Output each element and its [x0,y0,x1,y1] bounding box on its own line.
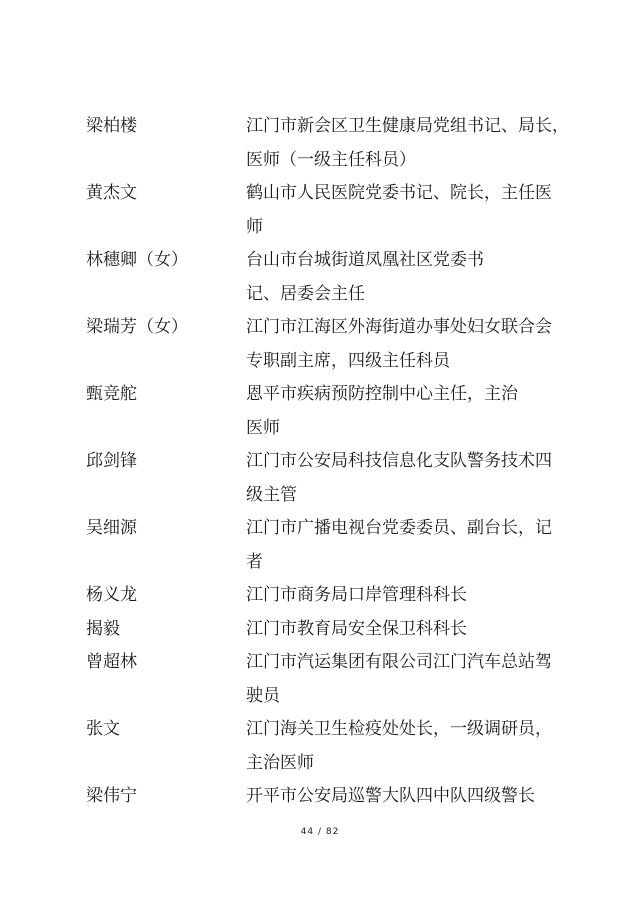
title-line: 恩平市疾病预防控制中心主任，主治 [246,384,518,404]
title-line: 医师 [246,417,280,438]
title-line: 江门市公安局科技信息化支队警务技术四 [246,451,552,471]
person-title [246,378,558,445]
person-name: 黄杰文 [86,183,137,203]
title-line: 台山市台城街道凤凰社区党委书 [246,250,484,270]
person-name: 林穗卿（女） [86,250,188,270]
title-line: 开平市公安局巡警大队四中队四级警长 [246,786,535,806]
person-title [246,512,558,579]
person-title [246,311,558,378]
title-line: 江门市广播电视台党委委员、副台长，记 [246,518,552,538]
list-item [86,646,566,713]
person-title [246,713,558,780]
title-line: 师 [246,216,263,237]
person-title [246,646,558,713]
person-title [246,244,558,311]
person-title [246,613,558,647]
list-item [86,512,566,579]
title-line: 江门市商务局口岸管理科科长 [246,585,467,605]
title-line: 驶员 [246,685,280,706]
title-line: 者 [246,551,263,572]
title-line: 江门市江海区外海街道办事处妇女联合会 [246,317,552,337]
title-line: 江门市新会区卫生健康局党组书记、局长， [246,116,569,136]
person-name: 吴细源 [86,518,137,538]
personnel-list [86,110,569,814]
title-line: 鹤山市人民医院党委书记、院长，主任医 [246,183,552,203]
person-title [246,177,558,244]
title-line: 江门市汽运集团有限公司江门汽车总站驾 [246,652,552,672]
list-item [86,311,566,378]
page-number: 44 / 82 [300,827,340,837]
person-name: 梁柏楼 [86,116,137,136]
person-name: 邱剑锋 [86,451,137,471]
title-line: 级主管 [246,484,297,505]
person-name: 梁伟宁 [86,786,137,806]
list-item [86,713,566,780]
person-name: 张文 [86,719,120,739]
title-line: 主治医师 [246,752,314,773]
person-title [246,445,558,512]
title-line: 记、居委会主任 [246,283,365,304]
list-item [86,613,566,647]
person-title [246,110,569,177]
list-item [86,110,569,177]
person-name: 甄竞舵 [86,384,137,404]
list-item [86,177,566,244]
title-line: 江门海关卫生检疫处处长，一级调研员， [246,719,552,739]
list-item [86,445,566,512]
person-title [246,780,558,814]
title-line: 专职副主席，四级主任科员 [246,350,450,371]
title-line: 江门市教育局安全保卫科科长 [246,618,467,639]
list-item [86,780,566,814]
list-item [86,244,566,311]
person-name: 梁瑞芳（女） [86,317,188,337]
person-name: 杨义龙 [86,585,137,605]
person-title [246,579,558,613]
person-name: 曾超林 [86,652,137,672]
person-name: 揭毅 [86,618,120,639]
title-line: 医师（一级主任科员） [246,149,416,170]
list-item [86,378,566,445]
list-item [86,579,566,613]
